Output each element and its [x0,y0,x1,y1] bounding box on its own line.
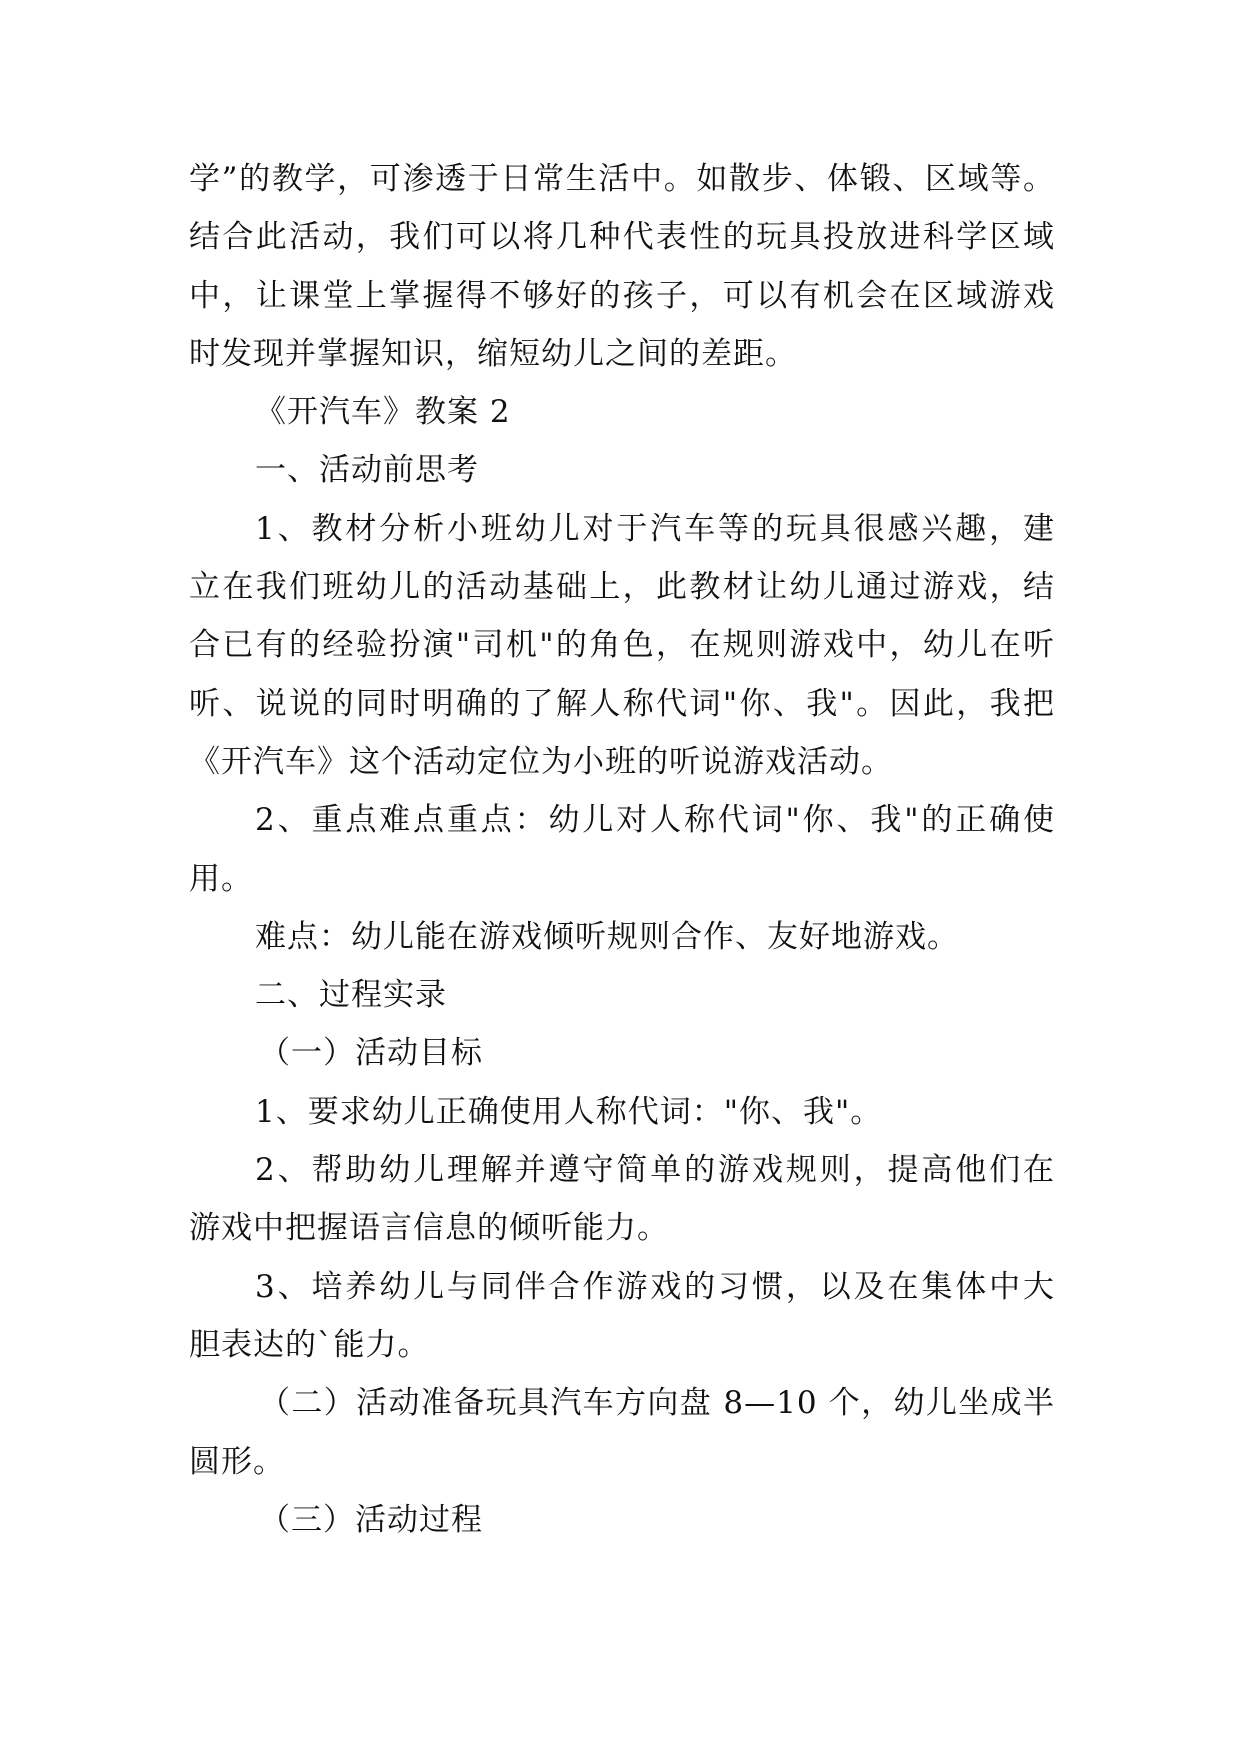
paragraph-line: 立在我们班幼儿的活动基础上，此教材让幼儿通过游戏，结 [189,569,1055,606]
paragraph-line: 难点：幼儿能在游戏倾听规则合作、友好地游戏。 [255,918,959,955]
subsection-heading: （一）活动目标 [259,1035,483,1072]
paragraph-line: 2、帮助幼儿理解并遵守简单的游戏规则，提高他们在 [255,1152,1055,1189]
paragraph-line: 胆表达的`能力。 [189,1326,430,1363]
paragraph-line: 结合此活动，我们可以将几种代表性的玩具投放进科学区域 [189,219,1055,256]
paragraph-line: 合已有的经验扮演"司机"的角色，在规则游戏中，幼儿在听 [189,627,1055,664]
section-heading: 一、活动前思考 [255,452,479,489]
paragraph-line: 时发现并掌握知识，缩短幼儿之间的差距。 [189,335,797,372]
paragraph-line: 3、培养幼儿与同伴合作游戏的习惯，以及在集体中大 [255,1268,1055,1305]
paragraph-line: 1、教材分析小班幼儿对于汽车等的玩具很感兴趣，建 [255,510,1055,547]
paragraph-line: 2、重点难点重点：幼儿对人称代词"你、我"的正确使 [255,802,1055,839]
paragraph-line: 游戏中把握语言信息的倾听能力。 [189,1210,669,1247]
document-body [189,150,1055,1549]
paragraph-line: （二）活动准备玩具汽车方向盘 8—10 个，幼儿坐成半 [259,1385,1055,1422]
paragraph-line: 《开汽车》这个活动定位为小班的听说游戏活动。 [189,743,893,780]
section-title: 《开汽车》教案 2 [255,394,511,431]
paragraph-line: 听、说说的同时明确的了解人称代词"你、我"。因此，我把 [189,685,1055,722]
section-heading: 二、过程实录 [255,977,447,1014]
subsection-heading: （三）活动过程 [259,1501,483,1538]
paragraph-line: 1、要求幼儿正确使用人称代词："你、我"。 [255,1093,883,1130]
paragraph-line: 用。 [189,860,253,897]
paragraph-line: 中，让课堂上掌握得不够好的孩子，可以有机会在区域游戏 [189,277,1055,314]
paragraph-line: 圆形。 [189,1443,285,1480]
paragraph-line: 学”的教学，可渗透于日常生活中。如散步、体锻、区域等。 [189,161,1055,197]
